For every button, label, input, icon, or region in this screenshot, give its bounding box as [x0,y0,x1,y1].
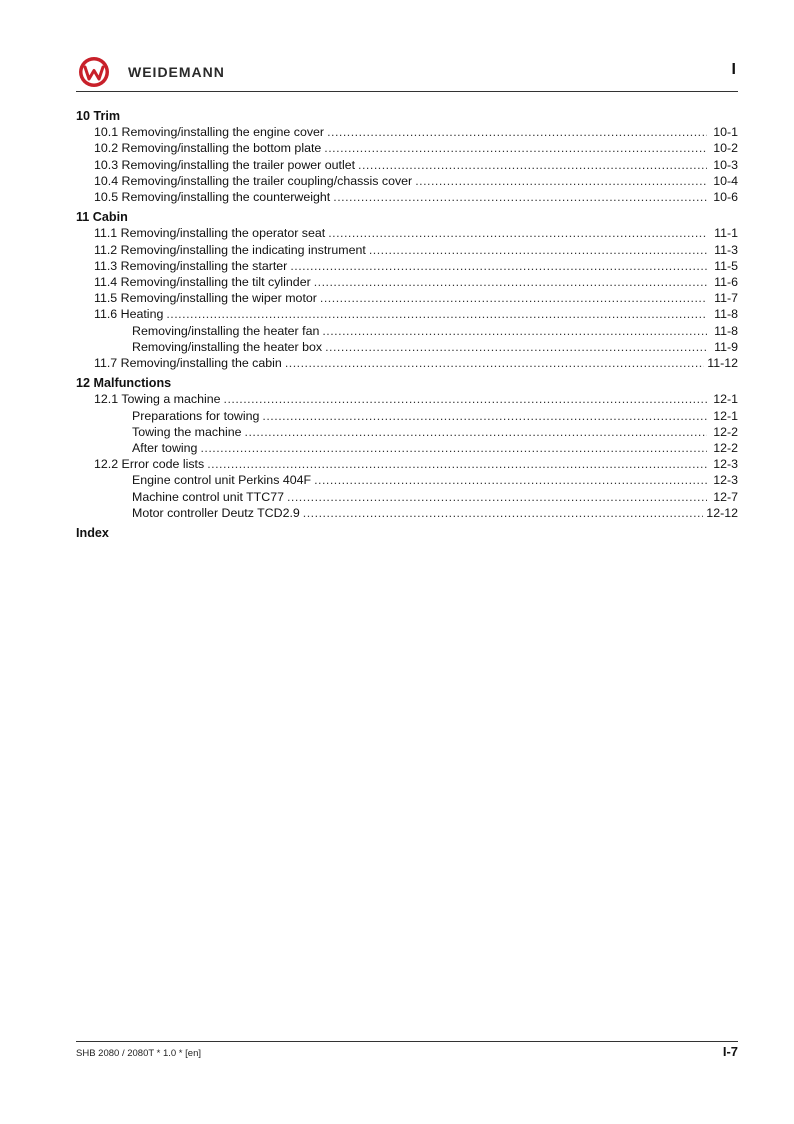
toc-dot-leader [200,440,707,456]
toc-entry[interactable] [76,323,738,339]
toc-dot-leader [320,290,707,306]
toc-dot-leader [314,472,707,488]
toc-entry[interactable] [76,157,738,173]
toc-entry-label: Removing/installing the heater box [132,339,323,354]
header-divider [76,91,738,92]
document-code: SHB 2080 / 2080T * 1.0 * [en] [76,1048,201,1059]
toc-entry-label: 12.2 Error code lists [94,457,205,472]
toc-entry-page: 11-8 [714,307,738,322]
toc-entry-label: After towing [132,441,198,456]
toc-dot-leader [328,225,707,241]
toc-entry-label: Preparations for towing [132,408,260,423]
toc-dot-leader [369,242,707,258]
toc-dot-leader [245,424,707,440]
toc-entry[interactable] [76,274,738,290]
toc-entry[interactable] [76,472,738,488]
toc-entry[interactable] [76,424,738,440]
toc-dot-leader [322,323,707,339]
toc-entry[interactable] [76,258,738,274]
toc-entry-page: 11-9 [714,339,738,354]
toc-entry-page: 12-12 [706,505,738,520]
toc-entry-label: 10.5 Removing/installing the counterweight [94,190,331,205]
toc-entry-page: 12-3 [713,473,738,488]
toc-entry[interactable] [76,124,738,140]
toc-entry-label: 11.3 Removing/installing the starter [94,258,288,273]
toc-entry-page: 12-7 [713,489,738,504]
toc-entry-label: 11.7 Removing/installing the cabin [94,356,282,371]
toc-entry-page: 10-6 [713,190,738,205]
toc-entry-page: 11-12 [707,356,738,371]
toc-entry-label: 11.1 Removing/installing the operator seat [94,226,326,241]
toc-dot-leader [358,157,707,173]
toc-entry-page: 12-3 [713,457,738,472]
toc-entry[interactable] [76,489,738,505]
toc-entry-page: 11-7 [714,291,738,306]
toc-dot-leader [290,258,707,274]
footer-divider [76,1041,738,1042]
toc-entry-label: 11.2 Removing/installing the indicating instrument [94,242,366,257]
toc-entry-label: 11.5 Removing/installing the wiper motor [94,291,317,306]
toc-entry-page: 12-1 [713,392,738,407]
toc-entry-label: Towing the machine [132,424,242,439]
toc-dot-leader [224,391,707,407]
toc-entry-page: 11-1 [714,226,738,241]
toc-entry-page: 11-6 [714,275,738,290]
toc-entry-page: 10-3 [713,157,738,172]
toc-dot-leader [303,505,704,521]
toc-section-title: 11 Cabin [76,210,128,225]
toc-entry-page: 10-1 [713,125,738,140]
toc-entry[interactable] [76,242,738,258]
toc-entry[interactable] [76,408,738,424]
toc-entry-page: 11-3 [714,242,738,257]
toc-entry-page: 12-2 [713,424,738,439]
toc-entry-label: Removing/installing the heater fan [132,323,320,338]
toc-entry[interactable] [76,456,738,472]
toc-entry-page: 12-1 [713,408,738,423]
toc-dot-leader [314,274,707,290]
toc-entry-label: Motor controller Deutz TCD2.9 [132,505,300,520]
toc-dot-leader [327,124,707,140]
chapter-marker: I [731,61,736,78]
toc-dot-leader [262,408,707,424]
toc-entry[interactable] [76,189,738,205]
toc-entry-label: 10.1 Removing/installing the engine cover [94,125,325,140]
toc-dot-leader [333,189,707,205]
toc-entry[interactable] [76,290,738,306]
toc-entry-label: 11.6 Heating [94,307,164,322]
toc-entry[interactable] [76,355,738,371]
page-number: I-7 [722,1044,738,1059]
toc-entry-label: 10.4 Removing/installing the trailer coupling/chassis cover [94,173,413,188]
table-of-contents [76,108,738,541]
toc-dot-leader [207,456,707,472]
toc-dot-leader [324,140,707,156]
toc-entry[interactable] [76,339,738,355]
toc-entry-label: 10.3 Removing/installing the trailer power outlet [94,157,356,172]
toc-entry-page: 12-2 [713,441,738,456]
toc-entry[interactable] [76,505,738,521]
page-header [76,52,738,92]
brand-name: WEIDEMANN [128,64,225,80]
toc-section-title: 12 Malfunctions [76,376,172,391]
toc-dot-leader [166,306,707,322]
weidemann-logo-icon [78,56,110,88]
toc-entry-label: 12.1 Towing a machine [94,392,221,407]
toc-entry-label: 11.4 Removing/installing the tilt cylinder [94,275,311,290]
toc-entry-page: 10-4 [713,173,738,188]
toc-section-title: Index [76,526,109,541]
toc-entry-page: 11-8 [714,323,738,338]
toc-entry[interactable] [76,440,738,456]
toc-entry[interactable] [76,306,738,322]
toc-entry-label: Machine control unit TTC77 [132,489,284,504]
toc-dot-leader [325,339,707,355]
toc-entry-page: 11-5 [714,258,738,273]
toc-entry[interactable] [76,140,738,156]
toc-dot-leader [287,489,707,505]
toc-entry[interactable] [76,173,738,189]
toc-dot-leader [285,355,704,371]
toc-dot-leader [415,173,707,189]
toc-section-title: 10 Trim [76,109,121,123]
toc-entry[interactable] [76,225,738,241]
toc-entry-page: 10-2 [713,141,738,156]
toc-entry-label: 10.2 Removing/installing the bottom plate [94,141,322,156]
toc-entry-label: Engine control unit Perkins 404F [132,473,312,488]
toc-entry[interactable] [76,391,738,407]
